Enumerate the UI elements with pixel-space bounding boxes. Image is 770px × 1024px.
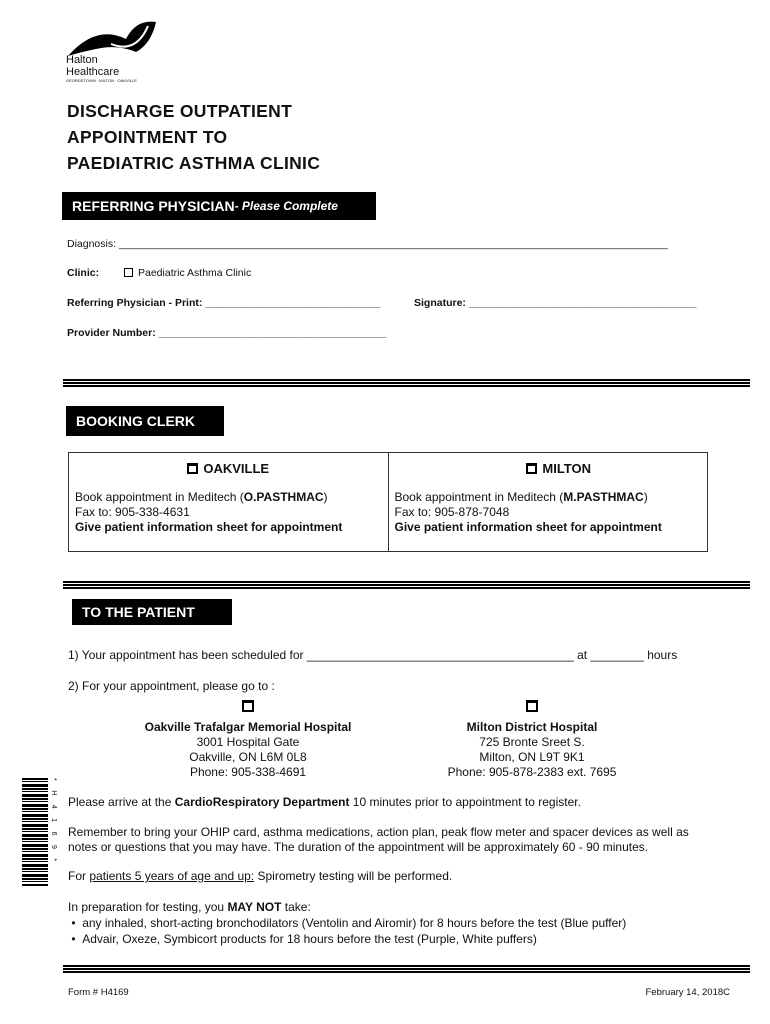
barcode [22, 778, 48, 886]
preparation-note: In preparation for testing, you MAY NOT take: • any inhaled, short-acting bronchodilators (Ventolin and Airomir) for 8 hours before the test (Blue puffer) • Advair, Oxeze, Symbicort products for 18 hours before the test (Purple, White puffers) [68, 900, 627, 946]
logo-swoosh-icon [66, 14, 166, 59]
booking-oakville: OAKVILLE Book appointment in Meditech (O.PASTHMAC) Fax to: 905-338-4631 Give patient information sheet for appointment [75, 461, 343, 534]
section-header-referring: REFERRING PHYSICIAN - Please Complete [62, 192, 376, 220]
divider [63, 965, 750, 973]
checkbox-icon[interactable] [526, 700, 538, 712]
barcode-text: *H4169* [50, 778, 57, 871]
hospital-oakville: Oakville Trafalgar Memorial Hospital 3001 Hospital Gate Oakville, ON L6M 0L8 Phone: 905-338-4691 [118, 700, 378, 780]
divider [63, 581, 750, 589]
remember-instruction: Remember to bring your OHIP card, asthma medications, action plan, peak flow meter and spacer devices as well as notes or questions that you may have. The duration of the appointment will be approximately 60 - 90 minutes. [68, 825, 689, 854]
spirometry-note: For patients 5 years of age and up: Spirometry testing will be performed. [68, 869, 453, 883]
clinic-label: Clinic: [67, 267, 100, 279]
checkbox-icon[interactable] [526, 463, 537, 474]
logo-text: Halton [66, 54, 98, 66]
logo-tagline: GEORGETOWN · MILTON · OAKVILLE [66, 78, 137, 83]
list-item: • any inhaled, short-acting bronchodilators (Ventolin and Airomir) for 8 hours before the test (Blue puffer) [68, 916, 627, 930]
logo-text: Healthcare [66, 66, 120, 78]
list-item: • Advair, Oxeze, Symbicort products for 18 hours before the test (Purple, White puffers) [68, 932, 537, 946]
appointment-date-field[interactable]: 1) Your appointment has been scheduled for ________________________________________ at ________ hours [68, 648, 678, 662]
divider [63, 379, 750, 387]
page-title: DISCHARGE OUTPATIENT APPOINTMENT TO PAEDIATRIC ASTHMA CLINIC [67, 101, 321, 173]
section-header-booking: BOOKING CLERK [66, 406, 224, 436]
hospital-milton: Milton District Hospital 725 Bronte Sreet S. Milton, ON L9T 9K1 Phone: 905-878-2383 ext. 7695 [402, 700, 662, 780]
section-header-patient: TO THE PATIENT [72, 599, 232, 625]
physician-name-field[interactable]: Referring Physician - Print: ______________________________ [67, 297, 381, 309]
checkbox-icon[interactable] [187, 463, 198, 474]
diagnosis-field[interactable]: Diagnosis: ______________________________________________________________________________________________ [67, 238, 668, 250]
form-date: February 14, 2018C [645, 987, 730, 998]
booking-milton: MILTON Book appointment in Meditech (M.PASTHMAC) Fax to: 905-878-7048 Give patient information sheet for appointment [388, 453, 708, 551]
location-instruction: 2) For your appointment, please go to : [68, 679, 275, 693]
form-number: Form # H4169 [68, 987, 129, 998]
checkbox-icon [124, 268, 133, 277]
clinic-checkbox[interactable]: Paediatric Asthma Clinic [124, 267, 251, 279]
booking-box [68, 452, 708, 552]
signature-field[interactable]: Signature: _______________________________________ [414, 297, 697, 309]
checkbox-icon[interactable] [242, 700, 254, 712]
arrival-instruction: Please arrive at the CardioRespiratory Department 10 minutes prior to appointment to register. [68, 795, 581, 809]
provider-number-field[interactable]: Provider Number: _______________________________________ [67, 327, 387, 339]
logo [66, 14, 166, 84]
